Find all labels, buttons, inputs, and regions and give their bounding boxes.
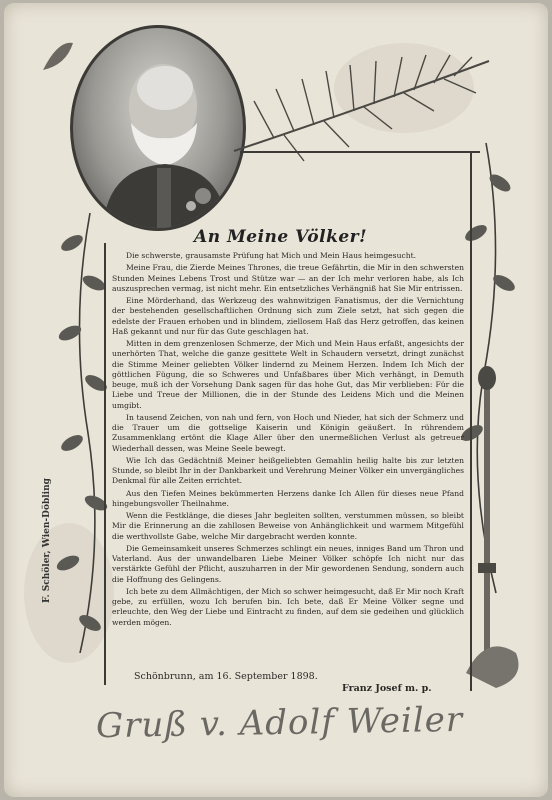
paragraph: In tausend Zeichen, von nah und fern, von Hoch und Nieder, hat sich der Schmerz und die Trauer um die gottselige Kaiserin und Königin geäußert. In rührendem Zusammenklang ertönt die Klage Aller über den unermeßlichen Verlust als getreuer Wiederhall dessen, was Meine Seele bewegt.: [112, 412, 464, 453]
proclamation-title: An Meine Völker!: [194, 227, 368, 247]
paragraph: Aus den Tiefen Meines bekümmerten Herzens danke Ich Allen für dieses neue Pfand hingebungsvoller Theilnahme.: [112, 488, 464, 508]
dateline: Schönbrunn, am 16. September 1898.: [134, 671, 318, 682]
paragraph: Mitten in dem grenzenlosen Schmerze, der Mich und Mein Haus erfaßt, angesichts der unerhörten That, welche die ganze gesittete Welt in Schaudern versetzt, dringt zunächst die Stimme Meiner geliebten Völker lindernd zu Meinem Herzen. Indem Ich Mich der göttlichen Fügung, die so Schweres und Unfaßbares über Mich verhängt, in Demuth beuge, muß ich der Vorsehung Dank sagen für das hohe Gut, das Mir verblieben: Für die Liebe und Treue der Millionen, die in der Stunde des Leidens Mich und die Meinen umgibt.: [112, 339, 464, 410]
postcard: [4, 3, 548, 797]
proclamation-text: [112, 251, 464, 630]
paragraph: Wenn die Festklänge, die dieses Jahr begleiten sollten, verstummen müssen, so bleibt Mir die Erinnerung an die zahllosen Beweise von Anhänglichkeit und warmem Mitgefühl die werthvollste Gabe, welche Mir dargebracht werden konnte.: [112, 511, 464, 541]
imperial-signature: Franz Josef m. p.: [342, 683, 432, 694]
frame-top-border: [240, 151, 480, 153]
leaf-ornament: [38, 35, 78, 75]
paragraph: Eine Mörderhand, das Werkzeug des wahnwitzigen Fanatismus, der die Vernichtung der bestehenden gesellschaftlichen Ordnung sich zum Ziele setzt, hat sich gegen die edelste der Frauen erhoben und in blindem, ziellosem Haß das Herz getroffen, das keinen Haß gekannt und nur für das Gute geschlagen hat.: [112, 296, 464, 336]
paragraph: Die Gemeinsamkeit unseres Schmerzes schlingt ein neues, inniges Band um Thron und Vaterland. Aus der unwandelbaren Liebe Meiner Völker schöpfe Ich nicht nur das verstärkte Gefühl der Pflicht, auszuharren in der Mir gewordenen Sendung, sondern auch die Hoffnung des Gelingens.: [112, 543, 464, 584]
frame-left-border: [104, 243, 106, 685]
publisher-credit: F. Schöler, Wien-Döbling: [42, 478, 52, 603]
handwritten-greeting: Gruß v. Adolf Weiler: [95, 699, 464, 747]
paragraph: Wie Ich das Gedächtniß Meiner heißgeliebten Gemahlin heilig halte bis zur letzten Stunde, so bleibt Ihr in der Dankbarkeit und Verehrung Meiner Völker ein unvergängliches Denkmal für alle Zeiten errichtet.: [112, 455, 464, 486]
paragraph: Die schwerste, grausamste Prüfung hat Mich und Mein Haus heimgesucht.: [126, 251, 417, 260]
frame-right-border: [470, 151, 472, 691]
left-vine-decoration: [50, 213, 110, 653]
paragraph: Ich bete zu dem Allmächtigen, der Mich so schwer heimgesucht, daß Er Mir noch Kraft gebe, zu erfüllen, wozu Ich berufen bin. Ich bete, daß Er Meine Völker segne und erleuchte, den Weg der Liebe und Eintracht zu finden, auf dem sie gedeihen und glücklich werden mögen.: [112, 586, 464, 627]
paragraph: Meine Frau, die Zierde Meines Thrones, die treue Gefährtin, die Mir in den schwersten Stunden Meines Lebens Trost und Stütze war — an der Ich mehr verloren habe, als Ich auszusprechen vermag, ist nicht mehr. Ein entsetzliches Verhängniß hat Sie Mir entrissen.: [112, 263, 464, 293]
right-frame-decoration: [456, 133, 536, 693]
